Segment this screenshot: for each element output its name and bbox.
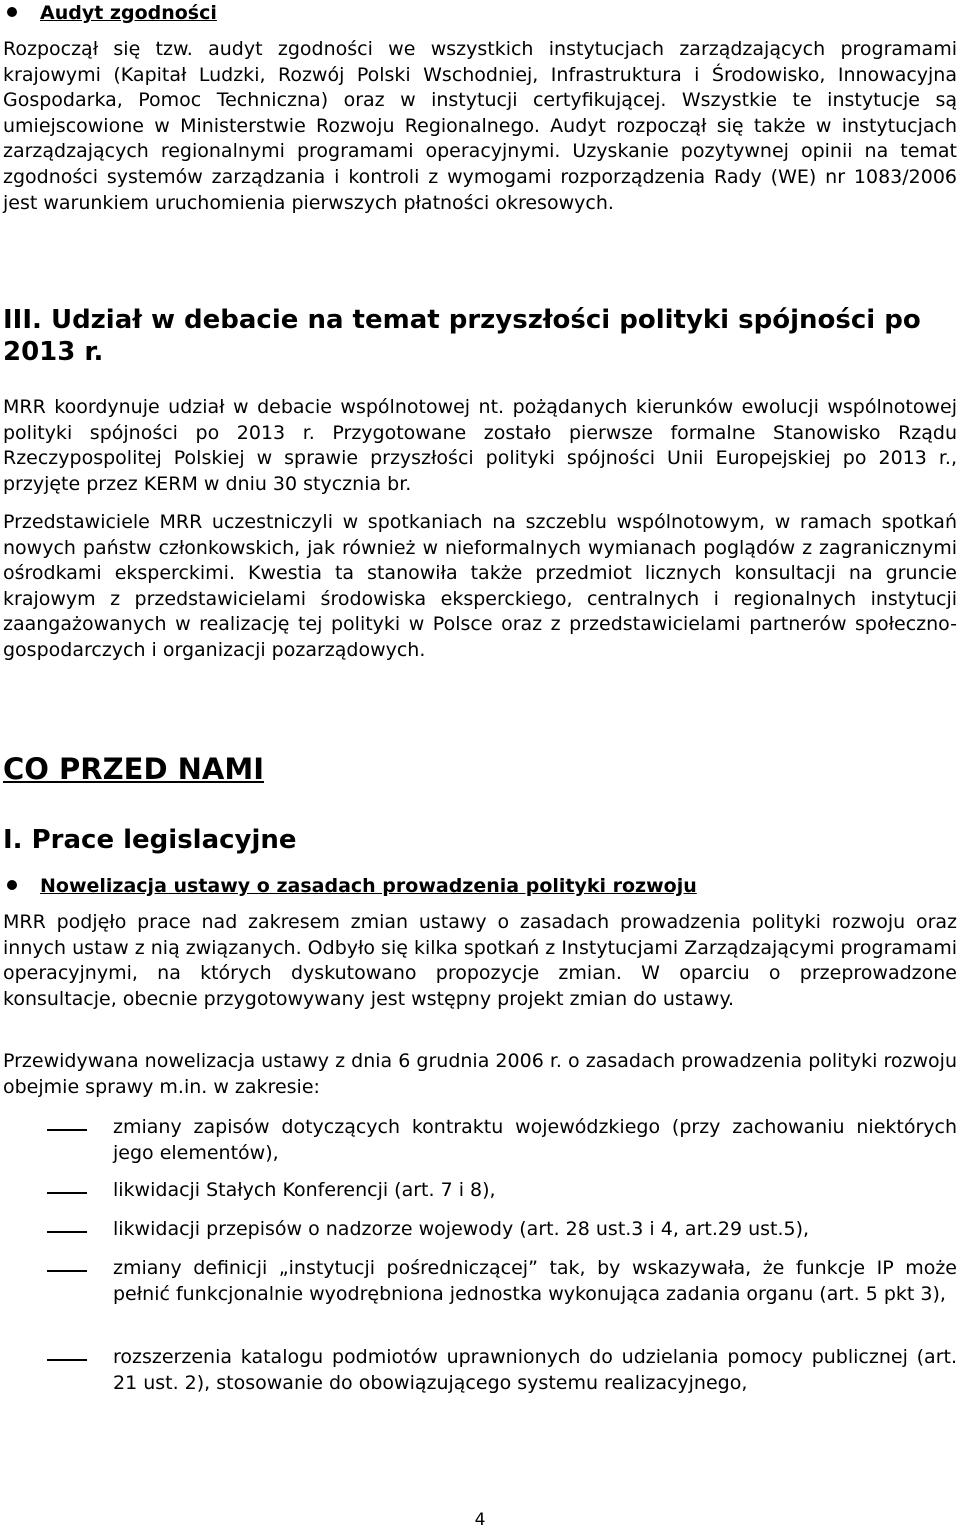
section-3-paragraph-2: Przedstawiciele MRR uczestniczyli w spotkaniach na szczeblu wspólnotowym, w ramach spotkań nowych państw członkowskich, jak również w nieformalnych wymianach poglądów z zagranicznymi ośrodkami eksperckimi. Kwestia ta stanowiła także przedmiot licznych konsultacji na gruncie krajowym z przedstawicielami środowiska eksperckiego, centralnych i regionalnych instytucji zaangażowanych w realizację tej polityki w Polsce oraz z przedstawicielami partnerów społeczno-gospodarczych i organizacji pozarządowych. <box>3 511 957 661</box>
bullet-icon <box>7 880 17 890</box>
list-item: likwidacji przepisów o nadzorze wojewody (art. 28 ust.3 i 4, art.29 ust.5), <box>113 1218 810 1240</box>
dash-icon <box>47 1231 87 1233</box>
list-item: likwidacji Stałych Konferencji (art. 7 i 8), <box>113 1179 496 1201</box>
amendment-paragraph-1: MRR podjęło prace nad zakresem zmian ustawy o zasadach prowadzenia polityki rozwoju oraz innych ustaw z nią związanych. Odbyło się kilka spotkań z Instytucjami Zarządzającymi programami operacyjnymi, na których dyskutowano propozycje zmian. W oparciu o przeprowadzone konsultacje, obecnie przygotowywany jest wstępny projekt zmian do ustawy. <box>3 911 957 1010</box>
page-number: 4 <box>474 1510 486 1530</box>
ahead-title: CO PRZED NAMI <box>3 752 264 786</box>
list-item: rozszerzenia katalogu podmiotów uprawnionych do udzielania pomocy publicznej (art. 21 ust. 2), stosowanie do obowiązującego systemu realizacyjnego, <box>113 1346 957 1394</box>
dash-icon <box>47 1270 87 1272</box>
list-item: zmiany definicji „instytucji pośredniczącej” tak, by wskazywała, że funkcje IP może pełnić funkcjonalnie wyodrębniona jednostka wykonująca zadania organu (art. 5 pkt 3), <box>113 1257 957 1305</box>
audit-paragraph: Rozpoczął się tzw. audyt zgodności we wszystkich instytucjach zarządzających programami krajowymi (Kapitał Ludzki, Rozwój Polski Wschodniej, Infrastruktura i Środowisko, Innowacyjna Gospodarka, Pomoc Techniczna) oraz w instytucji certyfikującej. Wszystkie te instytucje są umiejscowione w Ministerstwie Rozwoju Regionalnego. Audyt rozpoczął się także w instytucjach zarządzających regionalnymi programami operacyjnymi. Uzyskanie pozytywnej opinii na temat zgodności systemów zarządzania i kontroli z wymogami rozporządzenia Rady (WE) nr 1083/2006 jest warunkiem uruchomienia pierwszych płatności okresowych. <box>3 38 957 214</box>
list-item: zmiany zapisów dotyczących kontraktu wojewódzkiego (przy zachowaniu niektórych jego elementów), <box>113 1116 957 1164</box>
section-3-heading: III. Udział w debacie na temat przyszłości polityki spójności po 2013 r. <box>3 305 921 367</box>
amendment-paragraph-2: Przewidywana nowelizacja ustawy z dnia 6 grudnia 2006 r. o zasadach prowadzenia polityki rozwoju obejmie sprawy m.in. w zakresie: <box>3 1050 957 1098</box>
dash-icon <box>47 1192 87 1194</box>
legislation-heading: I. Prace legislacyjne <box>3 825 297 855</box>
section-3-paragraph-1: MRR koordynuje udział w debacie wspólnotowej nt. pożądanych kierunków ewolucji wspólnotowej polityki spójności po 2013 r. Przygotowane zostało pierwsze formalne Stanowisko Rządu Rzeczypospolitej Polskiej w sprawie przyszłości polityki spójności Unii Europejskiej po 2013 r., przyjęte przez KERM w dniu 30 stycznia br. <box>3 396 957 495</box>
audit-heading: Audyt zgodności <box>40 2 217 24</box>
bullet-icon <box>7 7 17 17</box>
amendment-heading: Nowelizacja ustawy o zasadach prowadzenia polityki rozwoju <box>40 875 697 897</box>
dash-icon <box>47 1359 87 1361</box>
dash-icon <box>47 1129 87 1131</box>
